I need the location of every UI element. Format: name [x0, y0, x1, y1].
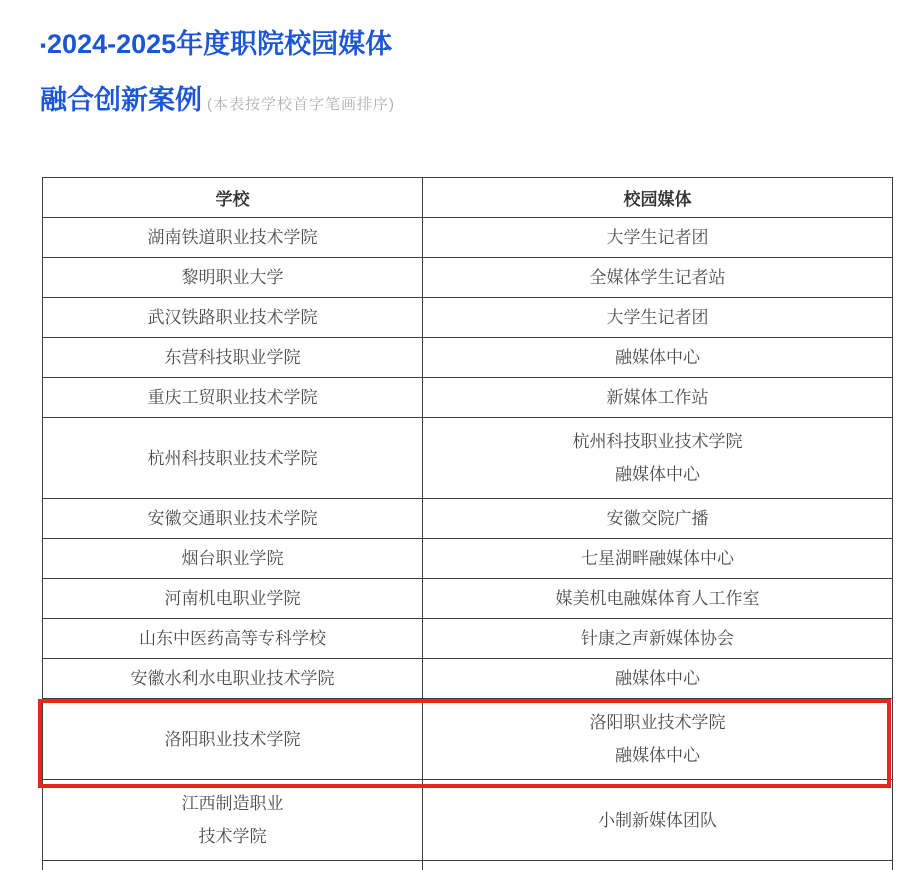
cell-line: 安徽交通职业技术学院 — [147, 509, 318, 528]
media-cell — [423, 218, 893, 258]
school-cell — [43, 418, 423, 499]
cell-line: 新媒体工作站 — [606, 388, 709, 407]
school-cell — [43, 619, 423, 659]
title-line-1 — [40, 31, 920, 61]
table-row — [43, 780, 893, 861]
media-cell — [423, 780, 893, 861]
cell-line: 融媒体中心 — [615, 669, 700, 688]
table-row-highlighted — [43, 699, 893, 780]
cell-line: 重庆工贸职业技术学院 — [147, 388, 318, 407]
cell-line: 烟台职业学院 — [181, 549, 284, 568]
cell-line: 杭州科技职业技术学院 — [572, 432, 743, 451]
table-row — [43, 539, 893, 579]
cell-line: 融媒体中心 — [615, 746, 700, 765]
media-cell — [423, 258, 893, 298]
table-row — [43, 338, 893, 378]
table-row — [43, 861, 893, 870]
school-cell — [43, 378, 423, 418]
cell-line: 江西制造职业 — [181, 794, 284, 813]
cell-line: 山东中医药高等专科学校 — [139, 629, 326, 648]
school-cell — [43, 338, 423, 378]
media-cell — [423, 539, 893, 579]
cell-line: 针康之声新媒体协会 — [581, 629, 734, 648]
cell-line: 大学生记者团 — [606, 228, 709, 247]
column-header: 学校 — [43, 178, 423, 218]
column-header: 校园媒体 — [423, 178, 893, 218]
school-cell — [43, 780, 423, 861]
cell-line: 洛阳职业技术学院 — [164, 729, 301, 749]
school-cell — [43, 861, 423, 870]
table-row — [43, 258, 893, 298]
media-cell — [423, 579, 893, 619]
table-row — [43, 378, 893, 418]
media-cell — [423, 418, 893, 499]
cell-line: 七星湖畔融媒体中心 — [581, 549, 734, 568]
title-line-2 — [40, 87, 920, 118]
title-text-line2: 融合创新案例 — [40, 85, 202, 115]
cell-line: 全媒体学生记者站 — [589, 268, 726, 287]
cell-line: 黎明职业大学 — [181, 268, 284, 287]
table-row — [43, 659, 893, 699]
media-cell — [423, 499, 893, 539]
table-row — [43, 298, 893, 338]
table-row — [43, 218, 893, 258]
campus-media-table — [42, 177, 893, 870]
cell-line: 媒美机电融媒体育人工作室 — [555, 589, 760, 608]
table-header-row — [43, 178, 893, 218]
cell-line: 湖南铁道职业技术学院 — [147, 228, 318, 247]
cell-line: 融媒体中心 — [615, 465, 700, 484]
square-bullet-icon: ▪ — [40, 36, 47, 55]
table-row — [43, 418, 893, 499]
media-cell — [423, 378, 893, 418]
media-cell — [423, 338, 893, 378]
school-cell — [43, 579, 423, 619]
school-cell — [43, 499, 423, 539]
media-cell — [423, 619, 893, 659]
cell-line: 杭州科技职业技术学院 — [147, 448, 318, 468]
cell-line: 小制新媒体团队 — [598, 810, 717, 830]
table-row — [43, 619, 893, 659]
sort-note: (本表按学校首字笔画排序) — [207, 96, 395, 113]
school-cell — [43, 539, 423, 579]
cell-line: 洛阳职业技术学院 — [589, 713, 726, 732]
school-cell — [43, 659, 423, 699]
school-cell — [43, 298, 423, 338]
school-cell — [43, 218, 423, 258]
school-cell — [43, 699, 423, 780]
cell-line: 武汉铁路职业技术学院 — [147, 308, 318, 327]
media-cell — [423, 861, 893, 870]
cell-line: 安徽交院广播 — [606, 509, 709, 528]
table-row — [43, 579, 893, 619]
table-row — [43, 499, 893, 539]
school-cell — [43, 258, 423, 298]
cell-line: 河南机电职业学院 — [164, 589, 301, 608]
media-cell — [423, 298, 893, 338]
cell-line: 东营科技职业学院 — [164, 348, 301, 367]
cell-line: 技术学院 — [198, 827, 267, 846]
cell-line: 融媒体中心 — [615, 348, 700, 367]
cell-line: 大学生记者团 — [606, 308, 709, 327]
title-text-line1: 2024-2025年度职院校园媒体 — [47, 29, 393, 59]
page-title — [40, 0, 920, 118]
media-cell — [423, 699, 893, 780]
cell-line: 安徽水利水电职业技术学院 — [130, 669, 335, 688]
media-cell — [423, 659, 893, 699]
table-body — [43, 218, 893, 870]
